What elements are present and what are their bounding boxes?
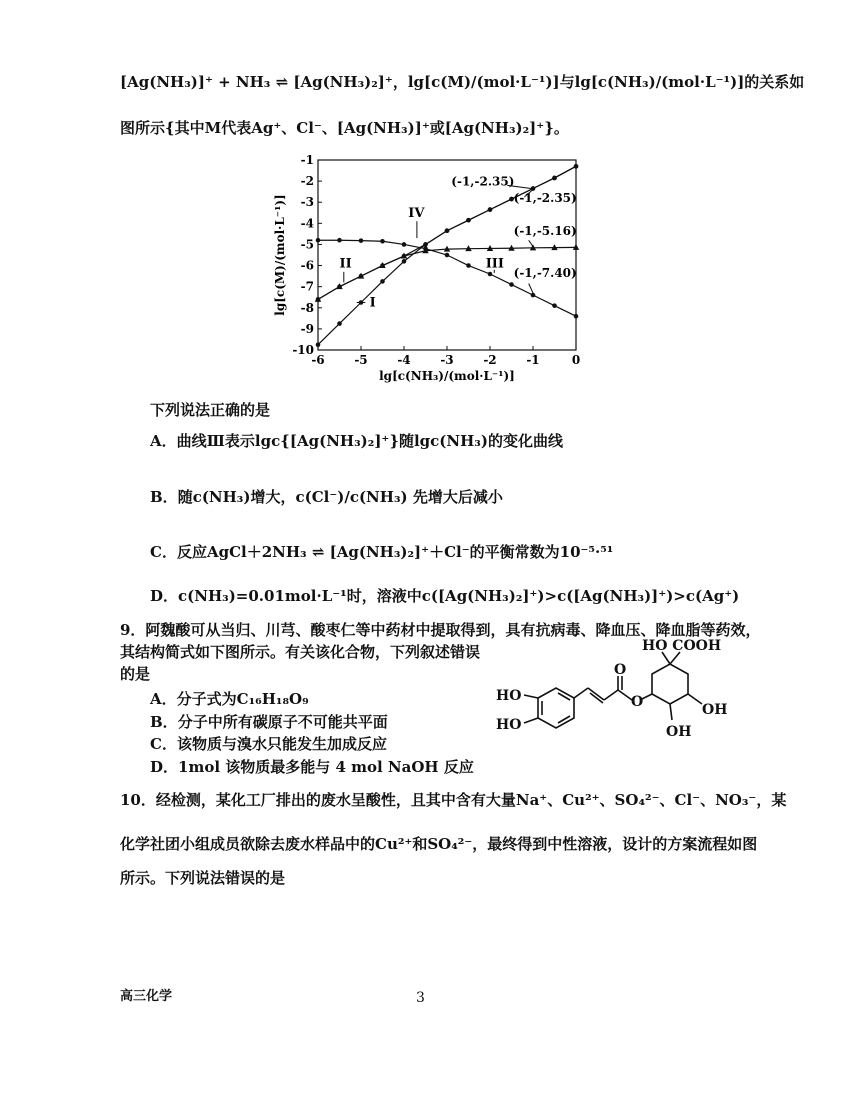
series-IV-point [359, 274, 364, 279]
q9-option-d [150, 756, 474, 777]
series-III-point [531, 293, 536, 298]
series-I-point [316, 342, 321, 347]
series-IV-point [380, 263, 385, 268]
bond-ring-oh2 [670, 704, 672, 720]
coordinate-annotation: (-1,-2.35) [513, 191, 577, 206]
benzene-ring [538, 688, 574, 728]
q8-option-a [150, 430, 563, 451]
series-I-point [380, 279, 385, 284]
x-axis-label: lg[c(NH₃)/(mol·L⁻¹)] [379, 369, 515, 383]
series-III-point [380, 239, 385, 244]
coordinate-annotation-arrow [529, 240, 533, 246]
series-IV-point [574, 164, 579, 169]
y-tick-label: -9 [300, 321, 314, 336]
curve-label-II: II [339, 256, 352, 272]
series-III-point [402, 242, 407, 247]
label-oh-1: OH [702, 702, 728, 718]
bond-chain-3 [604, 690, 618, 700]
q9-stem-line-3: 的是 [120, 665, 151, 683]
q8-stem-line-2: 图所示{其中M代表Ag⁺、Cl⁻、[Ag(NH₃)]⁺或[Ag(NH₃)₂]⁺}。 [120, 119, 569, 137]
series-III-point [466, 263, 471, 268]
q9-option-b [150, 711, 388, 732]
series-IV-point [423, 242, 428, 247]
series-III-point [359, 238, 364, 243]
q9-option-a-label: A． [150, 690, 177, 708]
q9-stem-line-1: 9．阿魏酸可从当归、川芎、酸枣仁等中药材中提取得到，具有抗病毒、降血压、降血脂等药效， [120, 621, 761, 639]
series-IV-point [488, 207, 493, 212]
coordinate-annotation: (-1,-5.16) [513, 223, 577, 238]
q8-option-a-text: 曲线Ⅲ表示lgc{[Ag(NH₃)₂]⁺}随lgc(NH₃)的变化曲线 [176, 432, 563, 450]
series-III-point [488, 272, 493, 277]
chart-annotations [340, 174, 577, 310]
q9-option-d-text: 1mol 该物质最多能与 4 mol NaOH 反应 [178, 758, 474, 776]
q8-option-b-label: B． [150, 488, 178, 506]
q9-option-c [150, 733, 387, 754]
q9-option-c-text: 该物质与溴水只能发生加成反应 [176, 735, 387, 753]
label-ester-o: O [631, 694, 644, 710]
x-tick-label: -4 [397, 353, 411, 367]
series-III-point [509, 282, 514, 287]
series-I-point [337, 321, 342, 326]
q10-stem-line-1: 10．经检测，某化工厂排出的废水呈酸性，且其中含有大量Na⁺、Cu²⁺、SO₄²⁻、Cl⁻、NO₃⁻，某 [120, 791, 787, 809]
label-ho-1: HO [496, 688, 522, 704]
footer-subject: 高三化学 [120, 989, 173, 1004]
q9-option-a [150, 688, 309, 709]
label-hooc: HO COOH [642, 638, 722, 654]
y-tick-label: -4 [300, 216, 314, 231]
series-IV-point [337, 284, 342, 289]
series-III-point [552, 303, 557, 308]
coordinate-annotation: (-1,-7.40) [513, 266, 577, 281]
q9-option-b-label: B． [150, 713, 178, 731]
y-tick-label: -8 [300, 300, 314, 315]
q9-option-c-label: C． [150, 735, 177, 753]
q9-stem-line-2: 其结构简式如下图所示。有关该化合物，下列叙述错误 [120, 643, 481, 661]
q8-option-c-text: 反应AgCl＋2NH₃ ⇌ [Ag(NH₃)₂]⁺＋Cl⁻的平衡常数为10⁻⁵·⁵¹ [176, 543, 614, 561]
bond-chain-1 [574, 688, 588, 698]
q8-option-b-text: 随c(NH₃)增大，c(Cl⁻)/c(NH₃) 先增大后减小 [177, 488, 503, 506]
series-IV-point [552, 176, 557, 181]
q8-stem-line-1: [Ag(NH₃)]⁺ + NH₃ ⇌ [Ag(NH₃)₂]⁺，lg[c(M)/(mol·L⁻¹)]与lg[c(NH₃)/(mol·L⁻¹)]的关系如 [120, 73, 805, 91]
cyclohexane-ring [652, 664, 688, 704]
q8-option-b [150, 486, 503, 507]
series-III-point [316, 238, 321, 243]
lg-concentration-chart [270, 148, 600, 388]
x-tick-label: -1 [526, 353, 540, 367]
q8-option-d-label: D． [150, 587, 179, 605]
ferulic-acid-structure [490, 638, 760, 758]
x-tick-label: -2 [483, 353, 497, 367]
x-tick-label: -5 [354, 353, 368, 367]
bond-ho1 [524, 695, 538, 698]
q8-prompt: 下列说法正确的是 [150, 401, 271, 419]
q8-option-c-label: C． [150, 543, 177, 561]
curve-label-I: I [369, 295, 376, 311]
series-III-point [445, 253, 450, 258]
y-tick-label: -2 [300, 174, 314, 189]
q9-option-a-text: 分子式为C₁₆H₁₈O₉ [176, 690, 309, 708]
y-tick-label: -7 [300, 279, 314, 294]
page-number: 3 [416, 990, 425, 1006]
q8-option-d-text: c(NH₃)=0.01mol·L⁻¹时，溶液中c([Ag(NH₃)₂]⁺)>c([Ag(NH₃)]⁺)>c(Ag⁺) [178, 587, 740, 605]
curve-label-IV: IV [408, 206, 425, 221]
series-IV-point [316, 297, 321, 302]
x-tick-label: -6 [311, 353, 325, 367]
label-carbonyl-o: O [614, 662, 627, 678]
coordinate-annotation-arrow [529, 284, 533, 294]
label-ho-2: HO [496, 717, 522, 733]
series-IV-point [466, 218, 471, 223]
bond-ring-oh1 [688, 694, 702, 704]
label-oh-2: OH [666, 724, 692, 740]
y-tick-label: -6 [300, 258, 314, 273]
q10-stem-line-3: 所示。下列说法错误的是 [120, 869, 286, 887]
y-tick-label: -10 [292, 343, 314, 357]
series-IV-point [402, 254, 407, 259]
coordinate-annotation: (-1,-2.35) [451, 174, 515, 189]
series-IV-point [445, 228, 450, 233]
series-III-point [574, 314, 579, 319]
series-III-point [337, 238, 342, 243]
y-axis-label: lg[c(M)/(mol·L⁻¹)] [273, 194, 287, 316]
q8-option-a-label: A． [150, 432, 177, 450]
q10-stem-line-2: 化学社团小组成员欲除去废水样品中的Cu²⁺和SO₄²⁻，最终得到中性溶液，设计的方案流程如图 [120, 835, 758, 853]
series-I-point [402, 259, 407, 264]
q8-option-c [150, 541, 613, 562]
series-III-point [423, 246, 428, 251]
x-tick-label: -3 [440, 353, 454, 367]
bond-ho2 [524, 718, 538, 723]
y-tick-label: -5 [300, 237, 314, 252]
bond-ester [618, 690, 632, 700]
y-tick-label: -1 [300, 153, 314, 167]
q8-option-d [150, 585, 739, 606]
curve-label-III: III [485, 256, 504, 272]
q9-option-d-label: D． [150, 758, 179, 776]
q9-option-b-text: 分子中所有碳原子不可能共平面 [177, 713, 388, 731]
y-tick-label: -3 [300, 195, 314, 210]
x-tick-label: 0 [571, 353, 581, 367]
